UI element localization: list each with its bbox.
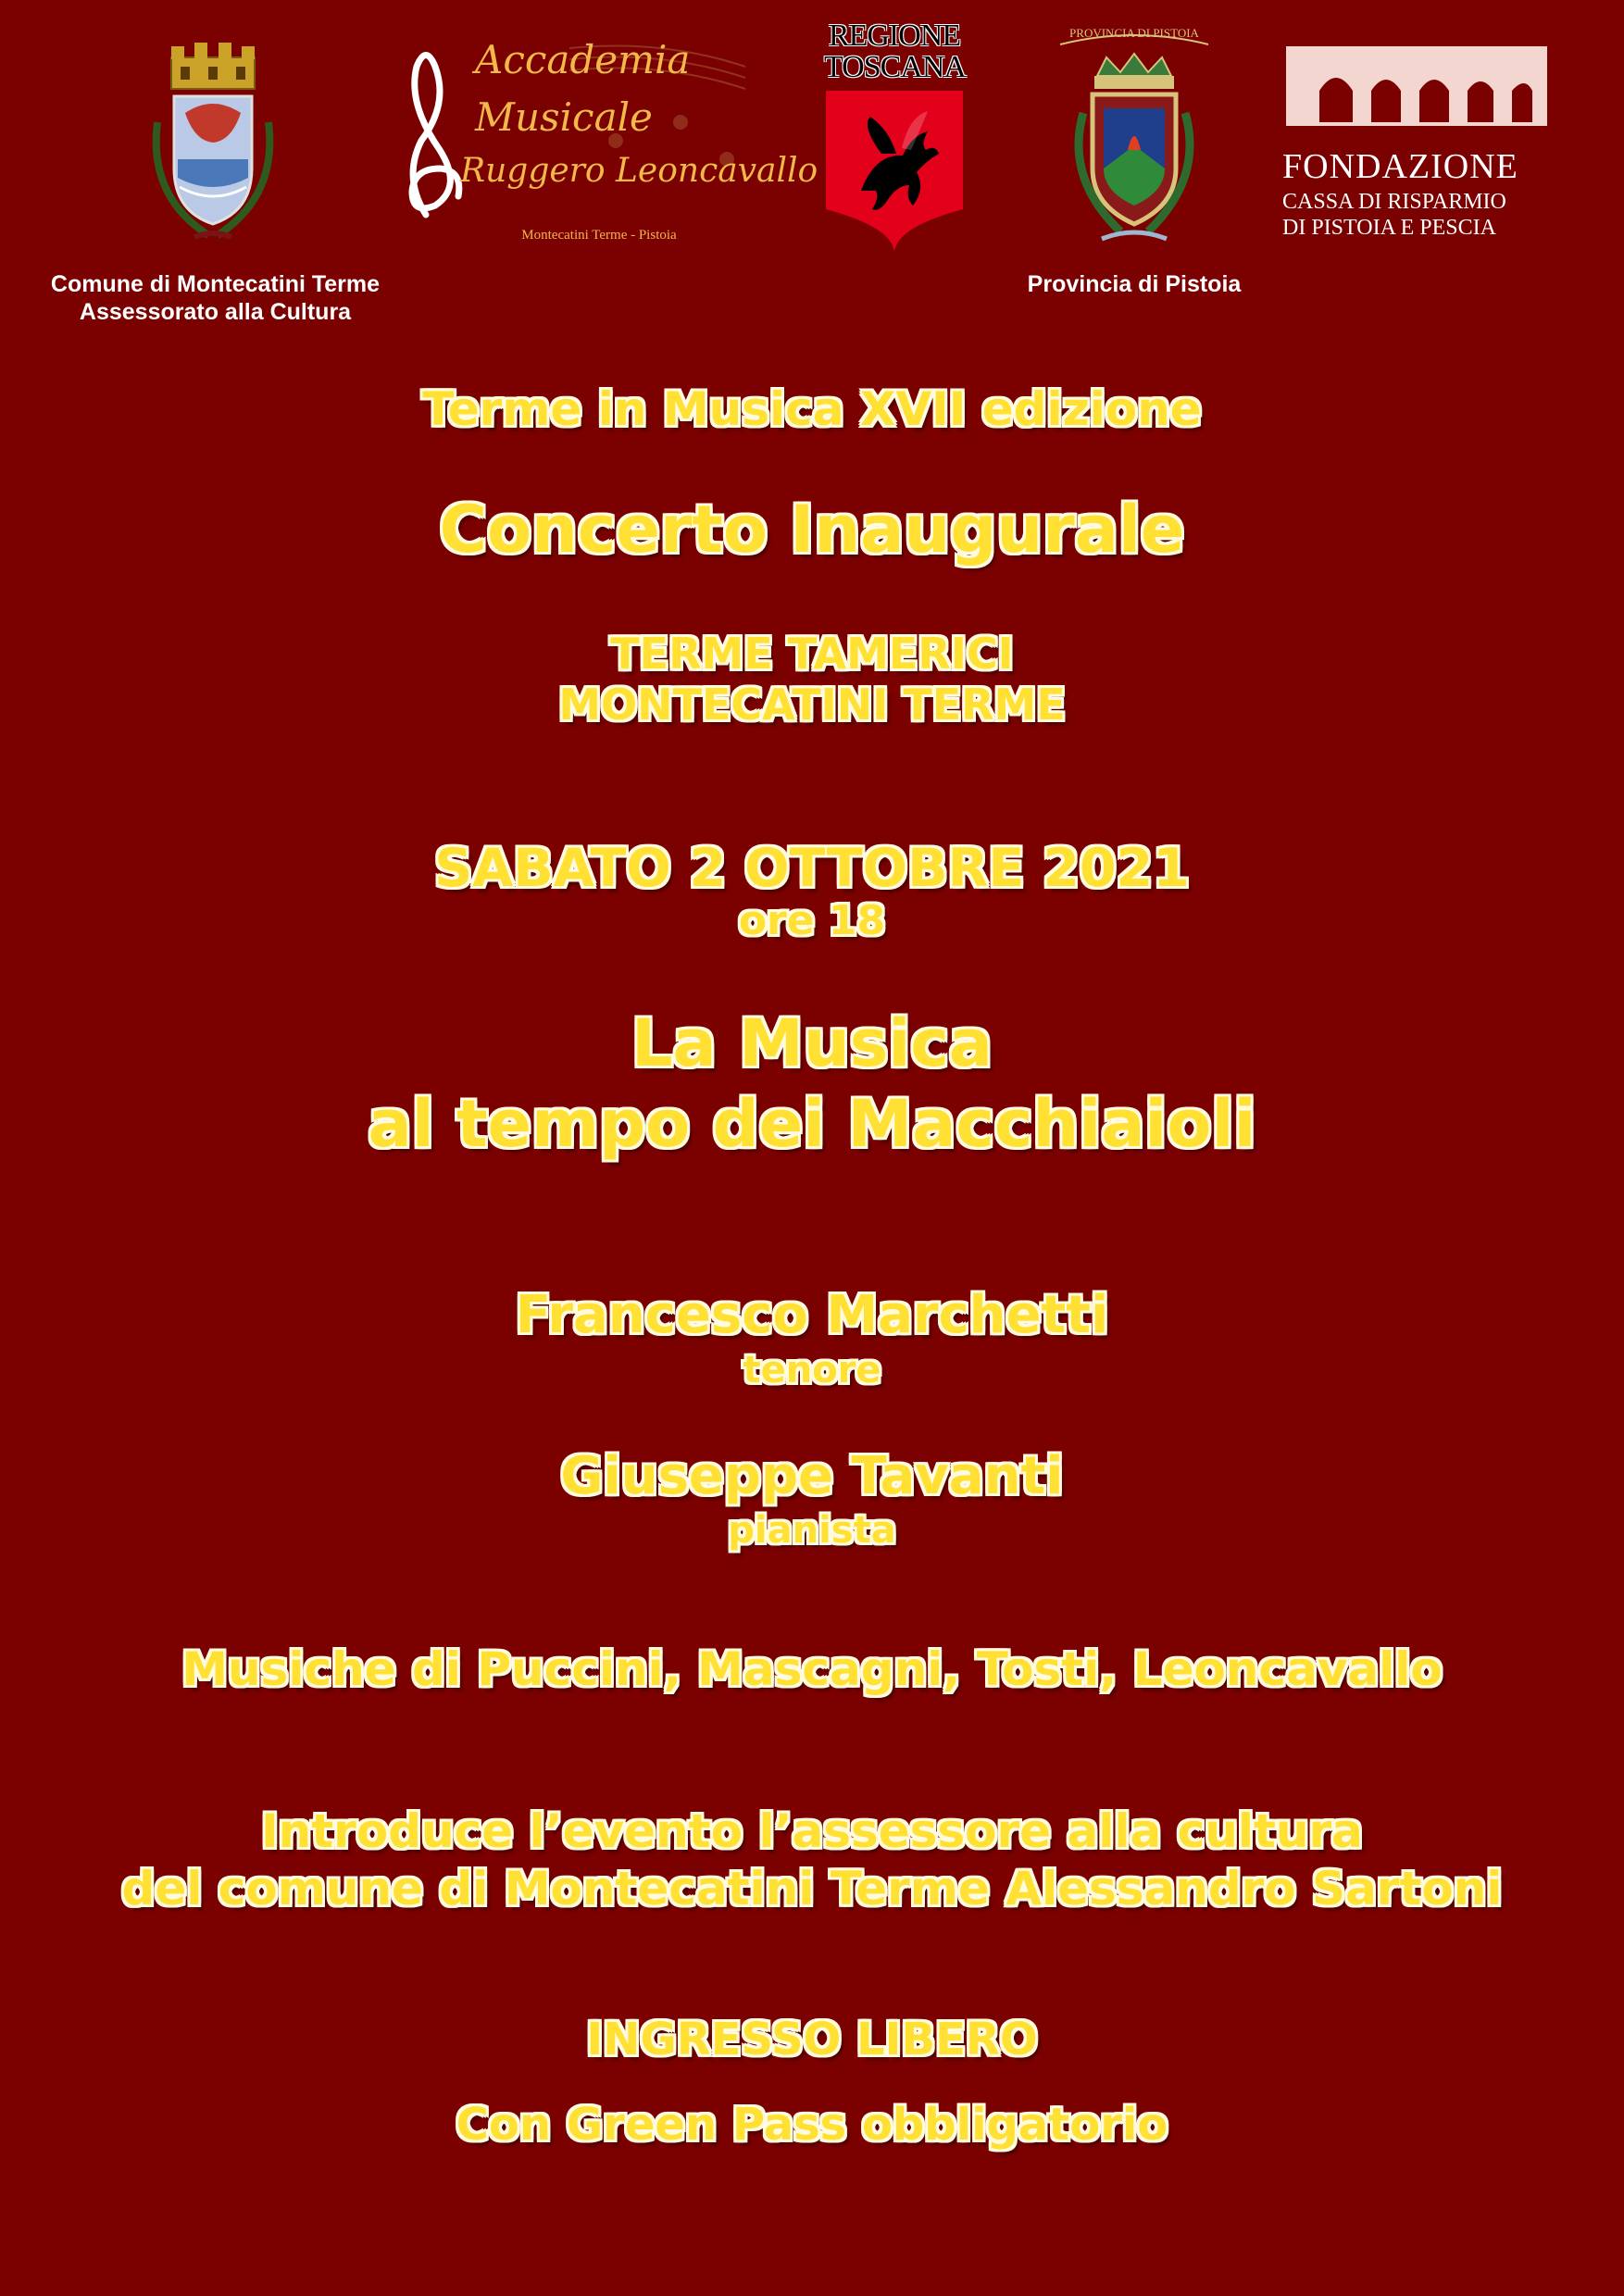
accademia-sub: Montecatini Terme - Pistoia [521,228,677,243]
green-pass-line: Con Green Pass obbligatorio [456,2099,1168,2151]
performer-2-role: pianista [728,1509,896,1552]
performer-1-role: tenore [743,1349,881,1391]
provincia-logo [1046,20,1222,256]
comune-logo [130,39,296,252]
festival-title: Terme in Musica XVII edizione [422,382,1202,436]
event-date: SABATO 2 OTTOBRE 2021 [434,838,1190,899]
comune-caption-line2: Assessorato alla Cultura [79,299,352,325]
venue-line1: TERME TAMERICI [610,629,1014,679]
program-title-line1: La Musica [631,1005,993,1081]
fondazione-title: FONDAZIONE [1282,147,1518,186]
intro-line2: del comune di Montecatini Terme Alessandro Sartoni [121,1862,1503,1915]
concert-title: Concerto Inaugurale [439,492,1185,568]
accademia-logo [384,30,818,252]
provincia-crest-icon [1046,20,1222,256]
comune-caption [28,270,403,326]
performer-1-name: Francesco Marchetti [515,1285,1109,1345]
event-time: ore 18 [738,897,886,944]
accademia-line2: Musicale [475,94,653,140]
comune-caption-line1: Comune di Montecatini Terme [50,271,381,297]
venue-line2: MONTECATINI TERME [558,680,1066,730]
regione-line2: TOSCANA [824,50,966,84]
accademia-line1: Accademia [475,37,691,82]
provincia-caption: Provincia di Pistoia [1027,271,1242,297]
composers-line: Musiche di Puccini, Mascagni, Tosti, Leoncavallo [181,1642,1443,1696]
arcade-bridge-icon [1282,43,1551,126]
program-title-line2: al tempo dei Macchiaioli [368,1086,1256,1162]
intro-line1: Introduce l’evento l’assessore alla cultura [261,1804,1363,1858]
fondazione-line2: DI PISTOIA E PESCIA [1282,216,1496,240]
provincia-crest-text: PROVINCIA DI PISTOIA [1069,26,1199,40]
fondazione-logo [1282,43,1560,256]
fondazione-line1: CASSA DI RISPARMIO [1282,190,1506,214]
accademia-line3: Ruggero Leoncavallo [460,152,818,190]
pegasus-shield-icon [824,89,965,256]
performer-2-name: Giuseppe Tavanti [560,1446,1064,1506]
regione-toscana-logo [824,20,965,256]
regione-line1: REGIONE [828,19,961,53]
comune-crest-icon [130,39,296,252]
admission-line: INGRESSO LIBERO [586,2014,1038,2065]
